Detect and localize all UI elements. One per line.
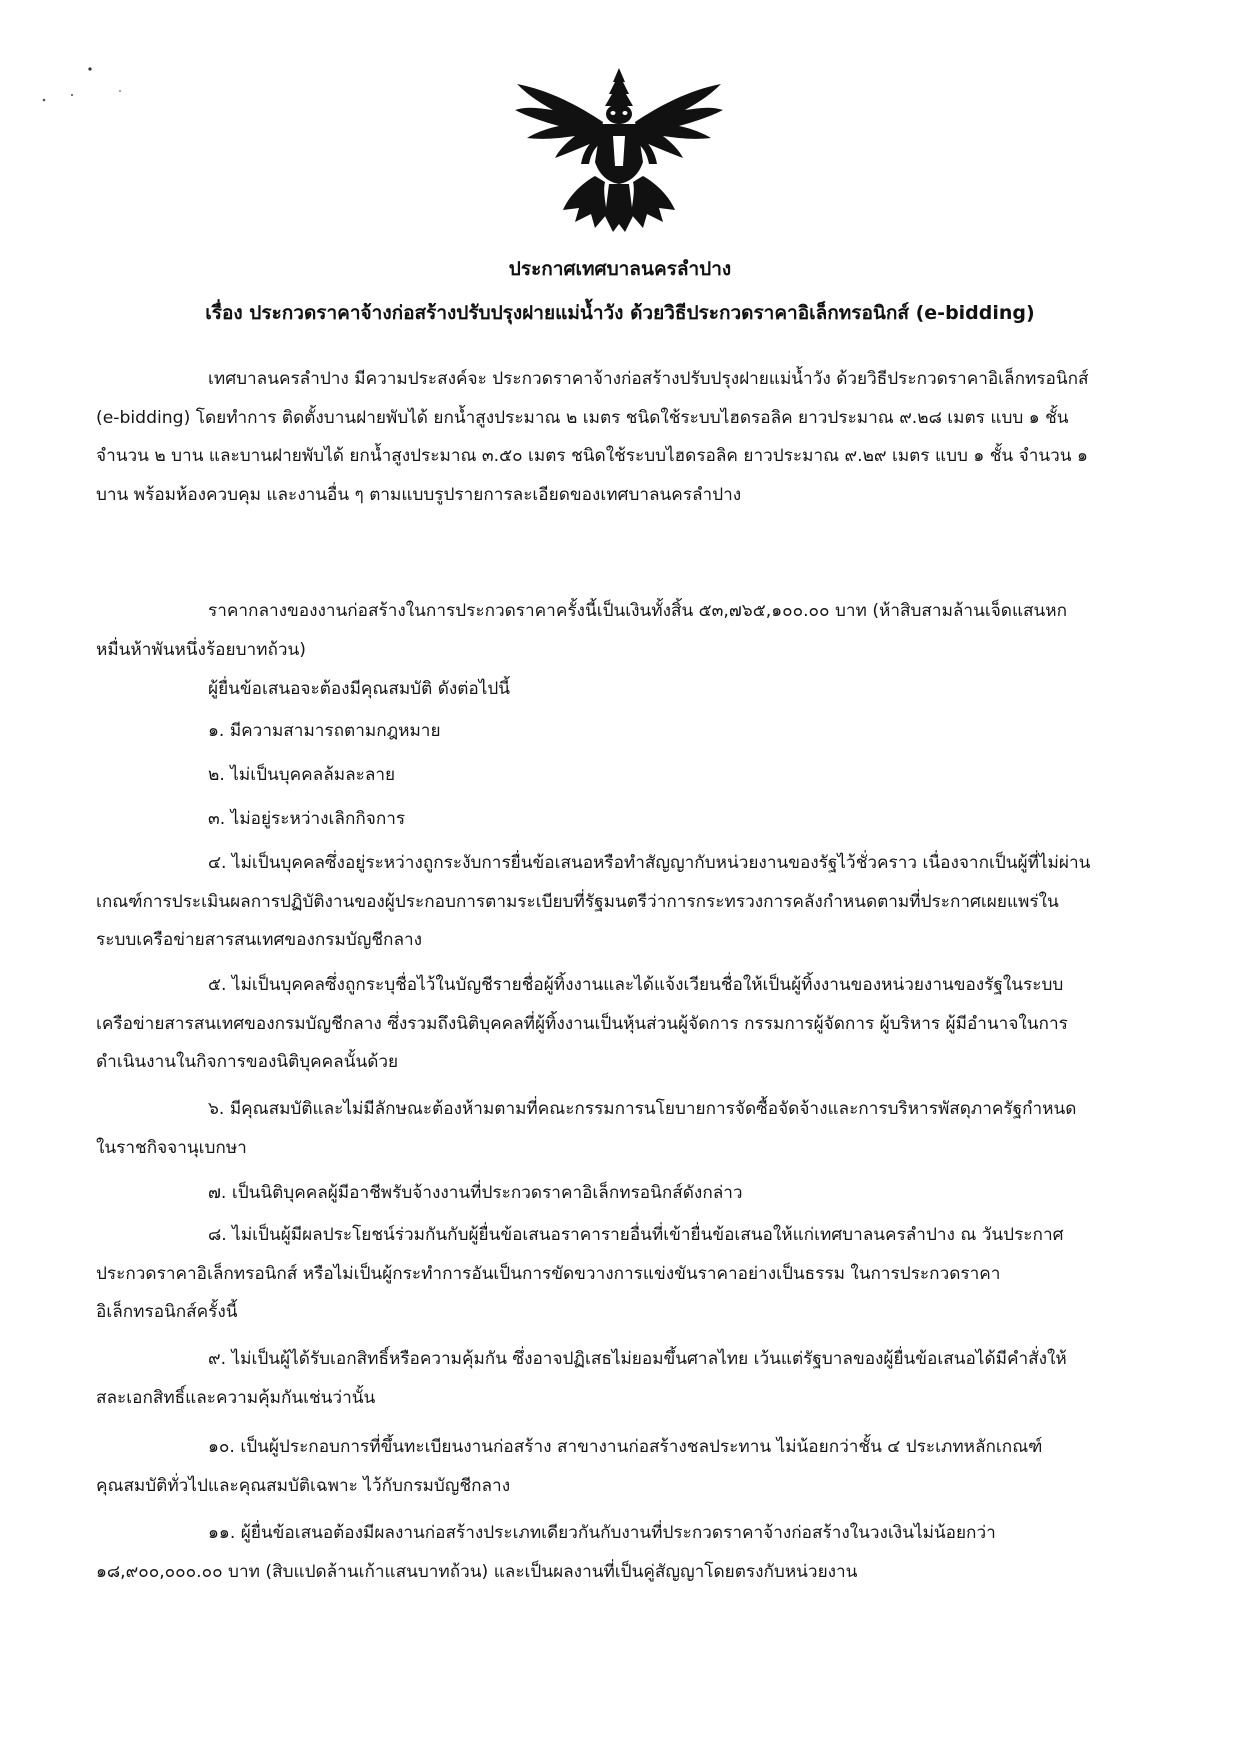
qualification-item: ๗. เป็นนิติบุคคลผู้มีอาชีพรับจ้างงานที่ประกวดราคาอิเล็กทรอนิกส์ดังกล่าว — [208, 1183, 743, 1203]
scan-specks — [36, 64, 146, 124]
qualifications-heading: ผู้ยื่นข้อเสนอจะต้องมีคุณสมบัติ ดังต่อไปนี้ — [208, 679, 511, 699]
qualification-item: ๙. ไม่เป็นผู้ได้รับเอกสิทธิ์หรือความคุ้มกัน ซึ่งอาจปฏิเสธไม่ยอมขึ้นศาลไทย เว้นแต่รัฐบาลของผู้ยื่นข้อเสนอได้มีคำสั่งให้สละเอกสิทธิ์และความคุ้มกันเช่นว่านั้น — [96, 1349, 1067, 1408]
intro-paragraph: เทศบาลนครลำปาง มีความประสงค์จะ ประกวดราคาจ้างก่อสร้างปรับปรุงฝายแม่น้ำวัง ด้วยวิธีประกวดราคาอิเล็กทรอนิกส์ (e-bidding) โดยทำการ ติดตั้งบานฝายพับได้ ยกน้ำสูงประมาณ ๒ เมตร ชนิดใช้ระบบไฮดรอลิค ยาวประมาณ ๙.๒๘ เมตร แบบ ๑ ชั้น จำนวน ๒ บาน และบานฝายพับได้ ยกน้ำสูงประมาณ ๓.๕๐ เมตร ชนิดใช้ระบบไฮดรอลิค ยาวประมาณ ๙.๒๙ เมตร แบบ ๑ ชั้น จำนวน ๑ บาน พร้อมห้องควบคุม และงานอื่น ๆ ตามแบบรูปรายการละเอียดของเทศบาลนครลำปาง — [96, 369, 1089, 505]
qualification-item: ๑๑. ผู้ยื่นข้อเสนอต้องมีผลงานก่อสร้างประเภทเดียวกันกับงานที่ประกวดราคาจ้างก่อสร้างในวงเงินไม่น้อยกว่า ๑๘,๙๐๐,๐๐๐.๐๐ บาท (สิบแปดล้านเก้าแสนบาทถ้วน) และเป็นผลงานที่เป็นคู่สัญญาโดยตรงกับหน่วยงาน — [96, 1523, 996, 1582]
qualification-item: ๖. มีคุณสมบัติและไม่มีลักษณะต้องห้ามตามที่คณะกรรมการนโยบายการจัดซื้อจัดจ้างและการบริหารพัสดุภาครัฐกำหนดในราชกิจจานุเบกษา — [96, 1099, 1077, 1158]
qualification-item: ๑. มีความสามารถตามกฎหมาย — [208, 721, 441, 741]
document-title: ประกาศเทศบาลนครลำปาง — [508, 258, 732, 280]
qualification-item: ๘. ไม่เป็นผู้มีผลประโยชน์ร่วมกันกับผู้ยื่นข้อเสนอราคารายอื่นที่เข้ายื่นข้อเสนอให้แก่เทศบาลนครลำปาง ณ วันประกาศประกวดราคาอิเล็กทรอนิกส์ หรือไม่เป็นผู้กระทำการอันเป็นการขัดขวางการแข่งขันราคาอย่างเป็นธรรม ในการประกวดราคาอิเล็กทรอนิกส์ครั้งนี้ — [96, 1225, 1064, 1323]
qualification-item: ๒. ไม่เป็นบุคคลล้มละลาย — [208, 765, 396, 785]
qualification-item: ๓. ไม่อยู่ระหว่างเลิกกิจการ — [208, 809, 406, 829]
qualification-item: ๔. ไม่เป็นบุคคลซึ่งอยู่ระหว่างถูกระงับการยื่นข้อเสนอหรือทำสัญญากับหน่วยงานของรัฐไว้ชั่วคราว เนื่องจากเป็นผู้ที่ไม่ผ่านเกณฑ์การประเมินผลการปฏิบัติงานของผู้ประกอบการตามระเบียบที่รัฐมนตรีว่าการกระทรวงการคลังกำหนดตามที่ประกาศเผยแพร่ในระบบเครือข่ายสารสนเทศของกรมบัญชีกลาง — [96, 853, 1091, 951]
budget-paragraph: ราคากลางของงานก่อสร้างในการประกวดราคาครั้งนี้เป็นเงินทั้งสิ้น ๕๓,๗๖๕,๑๐๐.๐๐ บาท (ห้าสิบสามล้านเจ็ดแสนหกหมื่นห้าพันหนึ่งร้อยบาทถ้วน) — [96, 601, 1067, 660]
document-subject: เรื่อง ประกวดราคาจ้างก่อสร้างปรับปรุงฝายแม่น้ำวัง ด้วยวิธีประกวดราคาอิเล็กทรอนิกส์ (e-bidding) — [205, 302, 1035, 324]
qualification-item: ๑๐. เป็นผู้ประกอบการที่ขึ้นทะเบียนงานก่อสร้าง สาขางานก่อสร้างชลประทาน ไม่น้อยกว่าชั้น ๔ ประเภทหลักเกณฑ์คุณสมบัติทั่วไปและคุณสมบัติเฉพาะ ไว้กับกรมบัญชีกลาง — [96, 1437, 1043, 1496]
qualification-item: ๕. ไม่เป็นบุคคลซึ่งถูกระบุชื่อไว้ในบัญชีรายชื่อผู้ทิ้งงานและได้แจ้งเวียนชื่อให้เป็นผู้ทิ้งงานของหน่วยงานของรัฐในระบบเครือข่ายสารสนเทศของกรมบัญชีกลาง ซึ่งรวมถึงนิติบุคคลที่ผู้ทิ้งงานเป็นหุ้นส่วนผู้จัดการ กรรมการผู้จัดการ ผู้บริหาร ผู้มีอำนาจในการดำเนินงานในกิจการของนิติบุคคลนั้นด้วย — [96, 975, 1068, 1073]
garuda-emblem-icon — [508, 66, 730, 236]
